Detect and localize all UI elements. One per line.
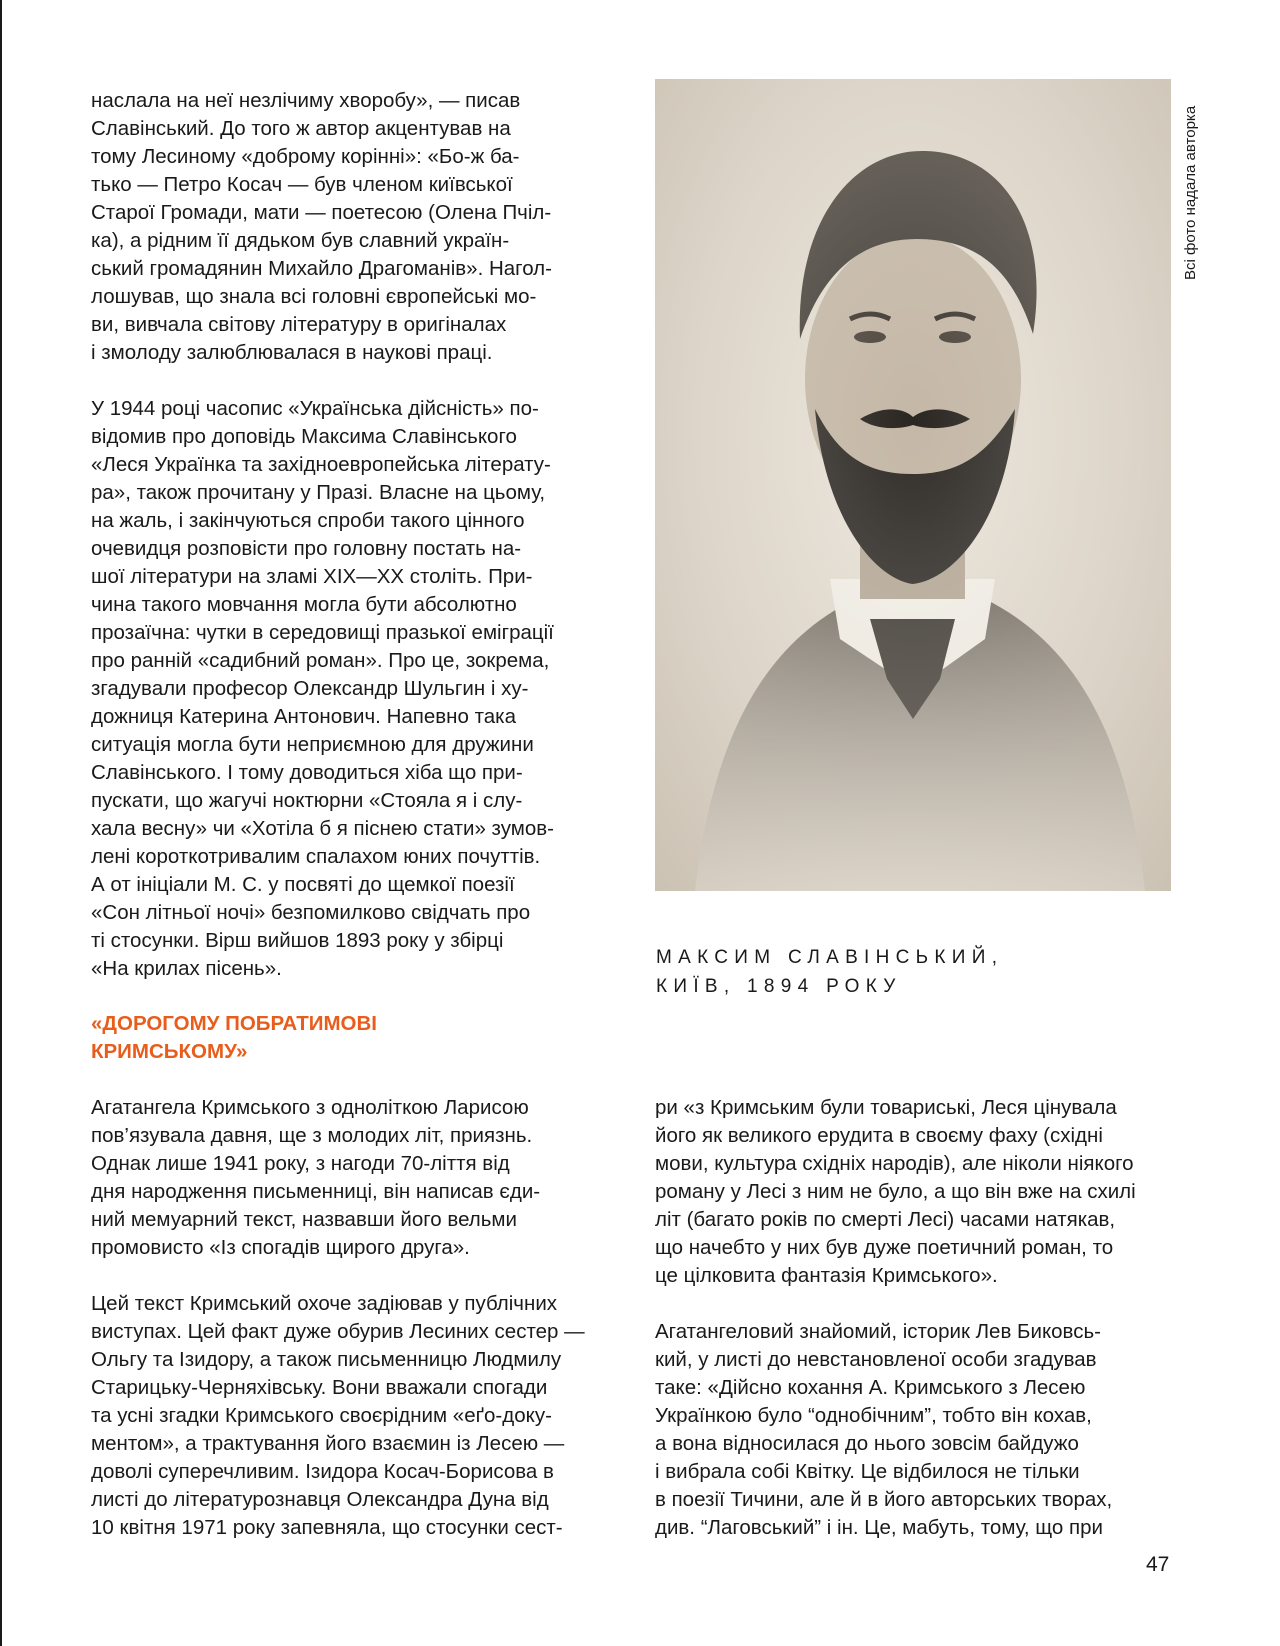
- right-paragraph-2: Агатангеловий знайомий, історик Лев Биковсь- кий, у листі до невстановленої особи згадував таке: «Дійсно кохання А. Кримського з Лесею Українкою було “однобічним”, тобто він кохав, а вона відносилася до нього зовсім байдужо і вибрала собі Квітку. Це відбилося не тільки в поезії Тичини, але й в його авторських творах, див. “Лаговський” і ін. Це, мабуть, тому, що при: [655, 1320, 1113, 1539]
- portrait-photo: [655, 79, 1171, 891]
- left-paragraph-2: У 1944 році часопис «Українська дійсність» по- відомив про доповідь Максима Славінського «Леся Українка та західноевропейська літерату- ра», також прочитану у Празі. Власне на цьому, на жаль, і закінчуються спроби такого цінного очевидця розповісти про головну постать на- шої літератури на зламі XIX—XX століть. При- чина такого мовчання могла бути абсолютно прозаїчна: чутки в середовищі празької еміграції про ранній «садибний роман». Про це, зокрема, згадували професор Олександр Шульгин і ху- дожниця Катерина Антонович. Напевно така ситуація могла бути неприємною для дружини Славінського. І тому доводиться хіба що при- пускати, що жагучі ноктюрни «Стояла я і слу- хала весну» чи «Хотіла б я піснею стати» зумов- лені короткотривалим спалахом юних почуттів. А от ініціали М. С. у посвяті до щемкої поезії «Сон літньої ночі» безпомилково свідчать про ті стосунки. Вірш вийшов 1893 року у збірці «На крилах пісень».: [91, 397, 554, 980]
- photo-credit: Всі фото надала авторка: [1182, 105, 1199, 280]
- left-paragraph-4: Цей текст Кримський охоче задіював у публічних виступах. Цей факт дуже обурив Лесиних сестер — Ольгу та Ізидору, а також письменницю Людмилу Старицьку-Черняхівську. Вони вважали спогади та усні згадки Кримського своєрідним «еґо-доку- ментом», а трактування його взаємин із Лесею — доволі суперечливим. Ізидора Косач-Борисова в листі до літературознавця Олександра Дуна від 10 квітня 1971 року запевняла, що стосунки сест-: [91, 1292, 585, 1539]
- left-paragraph-3: Агатангела Кримського з одноліткою Ларисою пов’язувала давня, ще з молодих літ, приязнь. Однак лише 1941 року, з нагоди 70-ліття від дня народження письменниці, він написав єди- ний мемуарний текст, назвавши його вельми промовисто «Із спогадів щирого друга».: [91, 1096, 541, 1259]
- page-edge-line: [0, 0, 2, 1646]
- left-paragraph-1: наслала на неї незлічиму хворобу», — писав Славінський. До того ж автор акцентував на тому Лесиному «доброму корінні»: «Бо-ж ба- тько — Петро Косач — був членом київської Старої Громади, мати — поетесою (Олена Пчіл- ка), а рідним її дядьком був славний україн- ський громадянин Михайло Драгоманів». Нагол- лошував, що знала всі головні європейські мо- ви, вивчала світову літературу в оригіналах і змолоду залюблювалася в наукові праці.: [91, 89, 552, 364]
- section-heading: «ДОРОГОМУ ПОБРАТИМОВІ КРИМСЬКОМУ»: [91, 1012, 377, 1063]
- right-paragraph-1: ри «з Кримським були товариські, Леся цінувала його як великого ерудита в своєму фаху (східні мови, культура східніх народів), але ніколи ніякого роману у Лесі з ним не було, а що він вже на схилі літ (багато років по смерті Лесі) часами натякав, що начебто у них був дуже поетичний роман, то це цілковита фантазія Кримського».: [655, 1096, 1136, 1287]
- photo-caption: МАКСИМ СЛАВІНСЬКИЙ, КИЇВ, 1894 РОКУ: [656, 947, 1004, 997]
- page-number: 47: [1146, 1553, 1170, 1576]
